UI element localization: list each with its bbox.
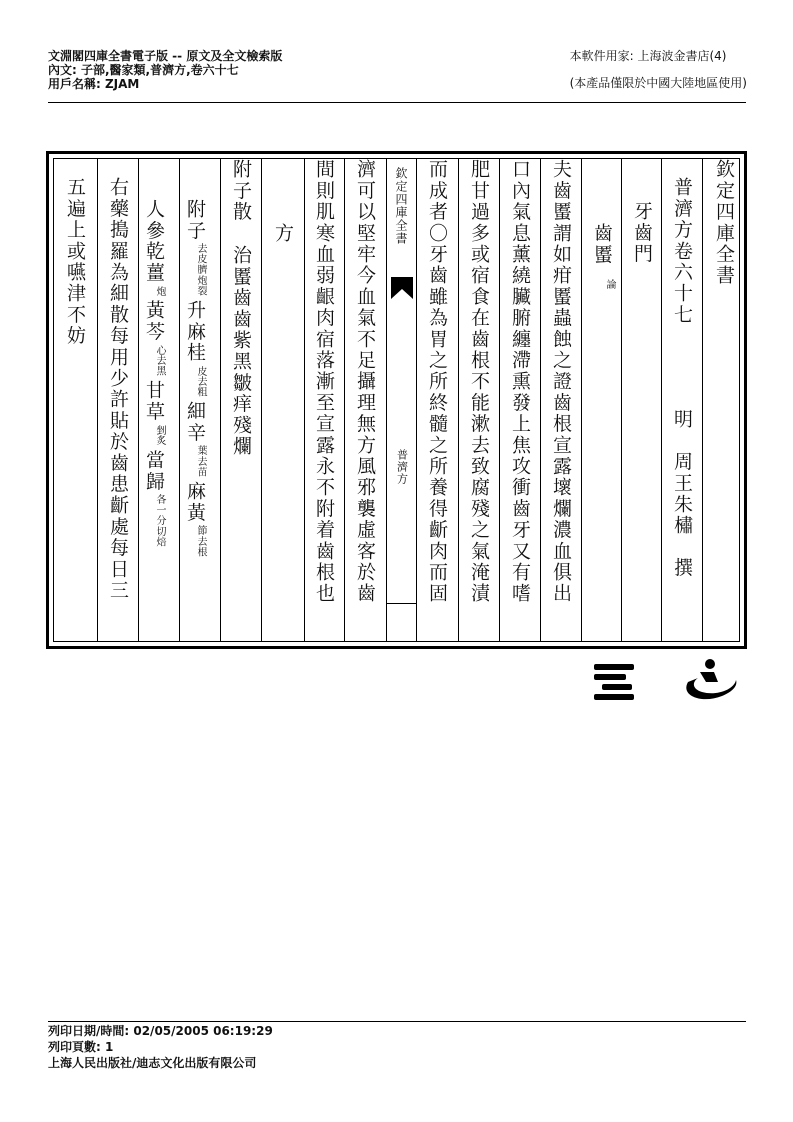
text-col5: 夫齒𧏾謂如疳𧏾蟲蝕之證齒根宣露壞爛濃血俱出 [550,159,572,605]
ingredient-note-line: 去黑 [154,355,165,377]
ingredient-note-line: 心 [154,344,165,356]
text-column-6 [499,159,540,641]
book-page-frame [46,151,747,649]
ingredient-note [195,525,206,557]
text-column-3 [621,159,661,641]
collection-title: 欽定四庫全書 [713,159,735,287]
section-heading-note: 論 [604,279,615,290]
ingredient-note [195,243,206,296]
ingredient-5 [184,481,206,561]
text-column-8 [416,159,458,641]
text-col15: 右藥搗羅為細散每用少許貼於齒患齗處每日三 [107,177,129,601]
text-column-12 [220,159,261,641]
ingredient-5 [143,450,165,551]
text-col8: 而成者〇牙齒雖為胃之所終髓之所養得齗肉而固 [426,159,448,605]
ingredient-note [195,445,206,477]
fold-rule [387,603,416,604]
ingredient-2 [184,300,206,342]
fold-fishtail-mark [391,277,413,299]
ingredient-3 [184,342,206,401]
ingredient-note [195,366,206,398]
ingredient-3 [143,300,165,380]
header-title: 文淵閣四庫全書電子版 -- 原文及全文檢索版 [48,49,283,63]
header-right [570,49,747,90]
ingredient-note [154,425,165,446]
ingredient-note-line: 去皮臍 [195,243,206,275]
text-column-13 [179,159,220,641]
ingredient-name: 升麻 [184,299,206,343]
center-fold [386,159,416,641]
ingredient-name: 黃芩 [143,300,165,343]
ingredient-note-line: 去根 [195,535,206,557]
ingredient-name: 乾薑 [143,241,165,284]
text-column-5 [540,159,581,641]
ingredient-note-line: 切焙 [154,525,165,547]
header-username: 用戶名稱: ZJAM [48,77,140,91]
ingredient-name: 甘草 [143,380,165,423]
ingredient-note-line: 各一分 [154,494,165,526]
ingredient-list-2 [143,199,165,551]
footer [48,1023,273,1071]
volume-author: 明 周王朱橚 撰 [671,409,693,579]
ingredient-name: 麻黃 [184,480,206,524]
section-heading: 齒𧏾 [591,223,613,266]
text-column-7 [458,159,499,641]
text-col6: 口內氣息薰繞臟腑纏滯熏發上焦攻衝齒牙又有嗜 [509,159,531,605]
book-page [53,158,740,642]
text-column-16 [54,159,97,641]
header-region-note: (本產品僅限於中國大陸地區使用) [569,76,747,90]
publisher-logo [592,656,742,706]
ingredient-note-line: 炮 [154,285,165,297]
ingredient-4 [184,401,206,481]
ingredient-name: 附子 [184,199,206,242]
ingredient-note-line: 剉 [154,424,165,436]
ingredient-list-1 [184,199,206,561]
text-column-9 [344,159,386,641]
ingredient-note-line: 去苗 [195,455,206,477]
text-column-14 [138,159,179,641]
footer-divider [48,1021,746,1022]
fold-chapter-title: 普濟方 [395,449,409,485]
volume-title: 普濟方卷六十七 [671,177,693,326]
header-left [48,49,282,91]
ingredient-note-line: 炙 [154,435,165,446]
header-divider [48,102,746,103]
text-col16: 五遍上或嚥津不妨 [64,177,86,347]
text-column-15 [97,159,138,641]
fold-book-title: 欽定四庫全書 [394,167,408,245]
ingredient-2 [143,241,165,300]
ingredient-1 [143,199,165,241]
header-licensee: 本軟件用家: 上海波金書店(4) [569,49,727,63]
publisher-credit: 上海人民出版社/迪志文化出版有限公司 [48,1056,257,1070]
ingredient-note [154,494,165,547]
formula-indication: 治𧏾齒齒紫黑皺痒殘爛 [230,245,252,457]
ingredient-4 [143,380,165,449]
text-column-10 [304,159,344,641]
print-page-count: 列印頁數: 1 [48,1040,114,1054]
ingredient-note-line: 節 [195,525,206,536]
ingredient-note-line: 炮裂 [195,274,206,296]
section-label-fang: 方 [272,223,294,245]
ingredient-note [154,286,165,297]
ingredient-1 [184,199,206,300]
text-column-1 [702,159,745,641]
text-col9: 濟可以堅牢今血氣不足攝理無方風邪襲虛客於齒 [354,159,376,605]
chapter-category: 牙齒門 [631,201,653,265]
header-content-path: 內文: 子部,醫家類,普濟方,卷六十七 [48,63,239,77]
text-col10: 間則肌寒血弱齦肉宿落漸至宣露永不附着齒根也 [313,159,335,605]
print-datetime: 列印日期/時間: 02/05/2005 06:19:29 [48,1024,273,1038]
ingredient-name: 桂 [184,342,206,364]
text-column-11 [261,159,304,641]
ingredient-note-line: 去粗 [195,376,206,398]
text-column-2 [661,159,702,641]
ingredient-name: 人參 [143,199,165,242]
ingredient-note-line: 皮 [195,365,206,377]
ingredient-note [154,345,165,377]
text-col7: 肥甘過多或宿食在齒根不能漱去致腐殘之氣淹漬 [468,159,490,605]
ingredient-note-line: 葉 [195,445,206,456]
text-column-4 [581,159,621,641]
ingredient-name: 當歸 [143,449,165,493]
ingredient-name: 細辛 [184,401,206,444]
formula-name: 附子散 [230,159,252,223]
